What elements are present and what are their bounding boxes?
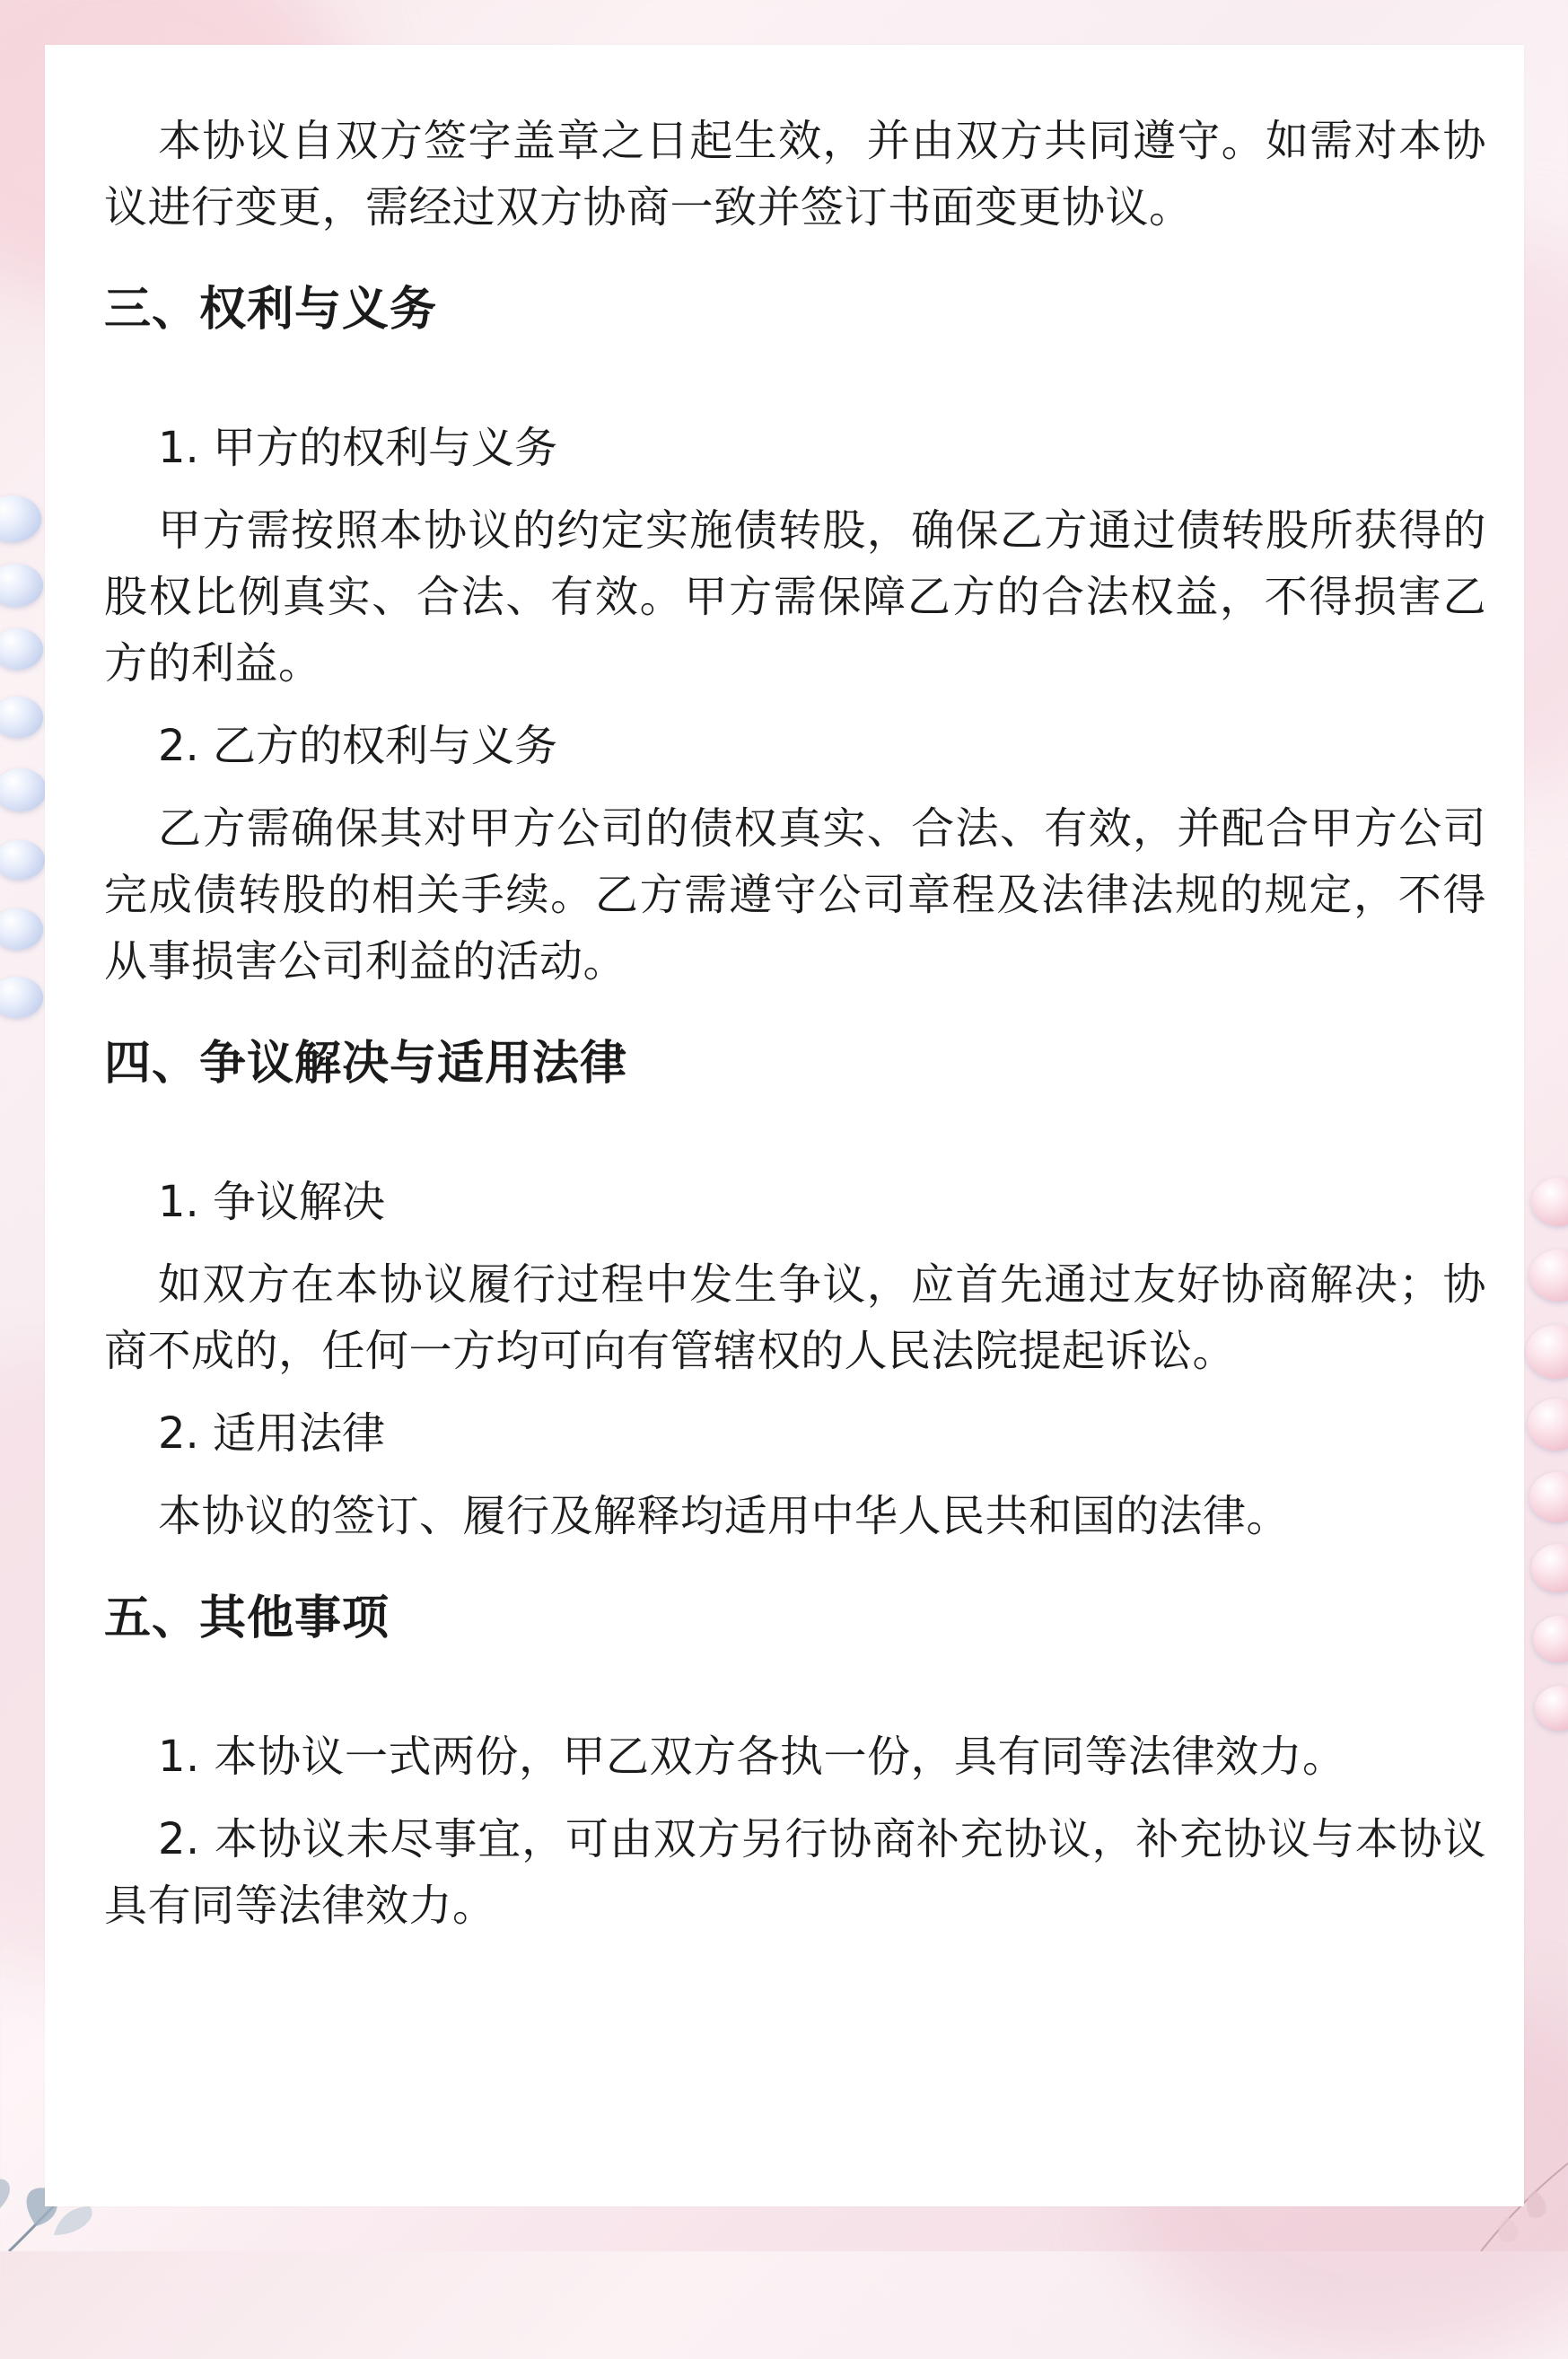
intro-paragraph: 本协议自双方签字盖章之日起生效，并由双方共同遵守。如需对本协议进行变更，需经过双方协商一致并签订书面变更协议。 [104, 116, 1486, 232]
section-3-sub1-text: 甲方需按照本协议的约定实施债转股，确保乙方通过债转股所获得的股权比例真实、合法、有效。甲方需保障乙方的合法权益，不得损害乙方的利益。 [104, 505, 1486, 688]
pearl [1529, 1250, 1568, 1302]
section-5-item-2: 2. 本协议未尽事宜，可由双方另行协商补充协议，补充协议与本协议具有同等法律效力。 [104, 1814, 1486, 1931]
pearl [0, 495, 41, 542]
section-4-sub1-title: 1. 争议解决 [158, 1177, 386, 1227]
pearl [1528, 1399, 1568, 1451]
section-5-item-1: 1. 本协议一式两份，甲乙双方各执一份，具有同等法律效力。 [158, 1732, 1346, 1782]
section-4-sub2-title: 2. 适用法律 [158, 1408, 386, 1459]
pearl [1531, 1178, 1568, 1226]
pearl [1531, 1544, 1568, 1592]
pearl [1529, 1472, 1568, 1522]
pearl [0, 840, 45, 880]
section-3-sub2-text: 乙方需确保其对甲方公司的债权真实、合法、有效，并配合甲方公司完成债转股的相关手续。乙方需遵守公司章程及法律法规的规定，不得从事损害公司利益的活动。 [104, 803, 1486, 987]
pearl [1526, 1325, 1568, 1379]
document-content [104, 108, 1486, 1939]
pearl [1533, 1616, 1568, 1662]
pearl [0, 977, 43, 1018]
pearl [0, 908, 43, 950]
pearl [0, 628, 43, 670]
pearl [0, 564, 43, 607]
section-3-sub2-title: 2. 乙方的权利与义务 [158, 721, 558, 771]
section-4-heading: 四、争议解决与适用法律 [104, 1037, 628, 1091]
pearl [0, 697, 43, 738]
section-3-heading: 三、权利与义务 [104, 283, 438, 337]
pearl [1535, 1686, 1568, 1731]
section-4-sub1-text: 如双方在本协议履行过程中发生争议，应首先通过友好协商解决；协商不成的，任何一方均可向有管辖权的人民法院提起诉讼。 [104, 1259, 1486, 1376]
pearl [0, 768, 47, 811]
section-5-heading: 五、其他事项 [104, 1592, 390, 1645]
section-3-sub1-title: 1. 甲方的权利与义务 [158, 423, 558, 473]
document-page [45, 45, 1524, 2206]
section-4-sub2-text: 本协议的签订、履行及解释均适用中华人民共和国的法律。 [158, 1491, 1291, 1541]
